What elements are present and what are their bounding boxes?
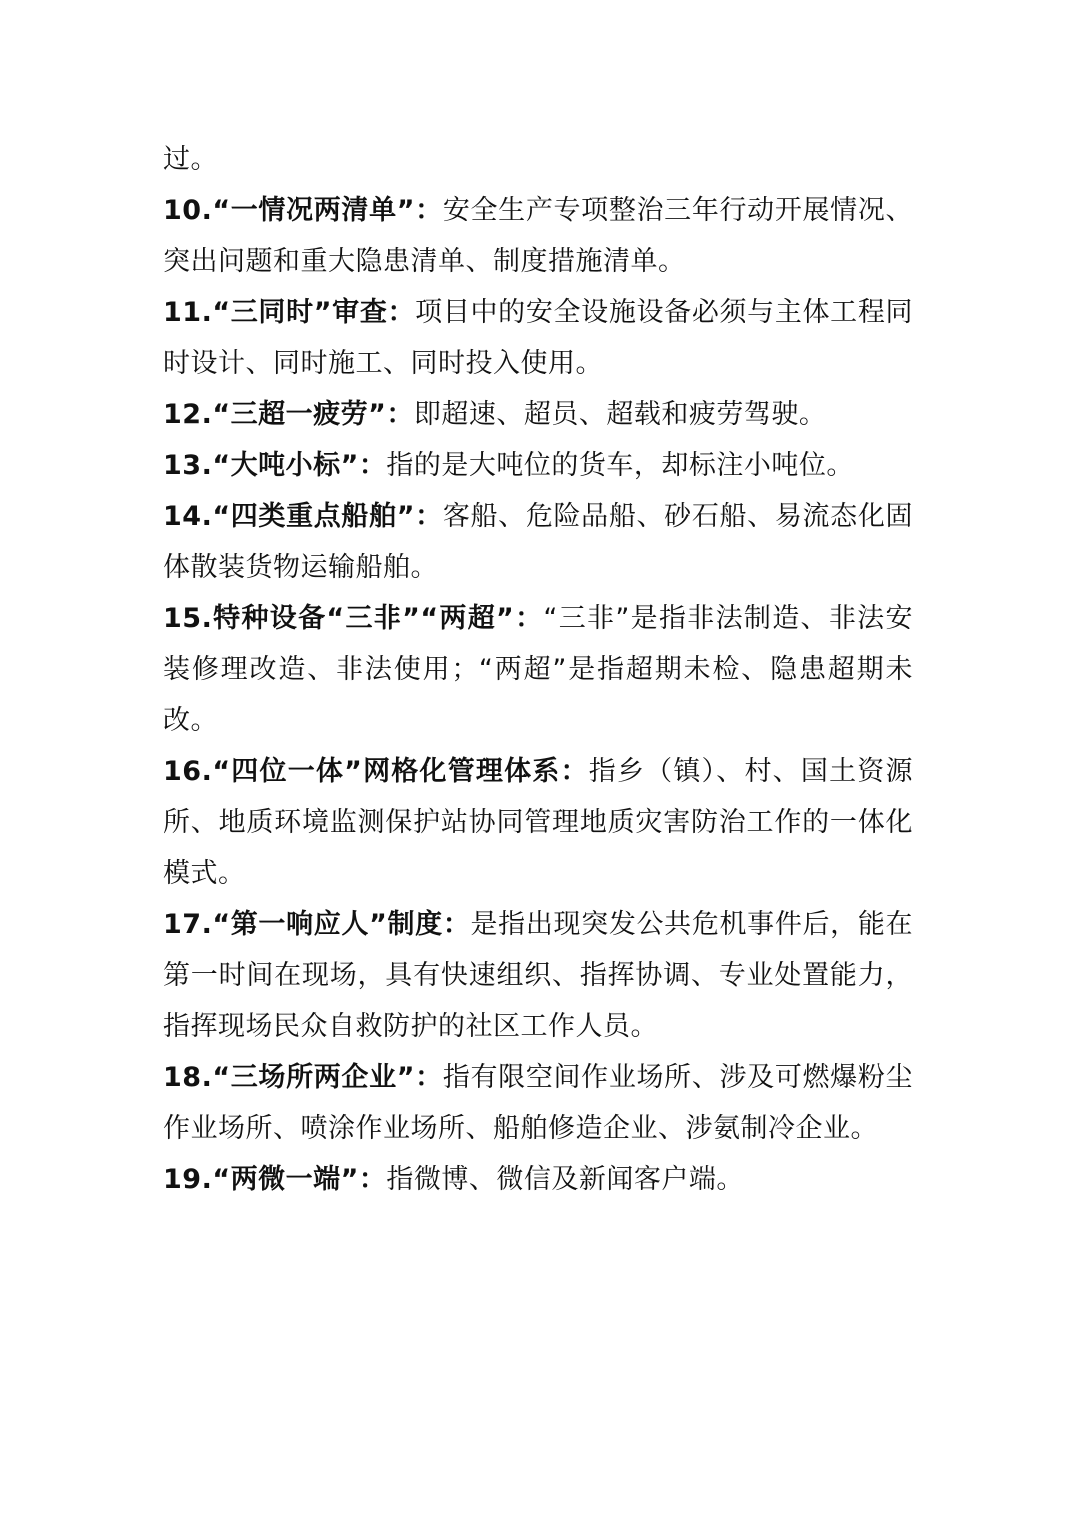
entry-definition: 指乡（镇）、村、国土资源所、地质环境监测保护站协同管理地质灾害防治工作的一体化模式。 [163,756,914,889]
entry-term: 特种设备“三非”“两超”： [212,603,544,634]
entry-term: “四位一体”网格化管理体系： [212,756,589,787]
entry-term: “三同时”审查： [212,297,416,328]
entry-term: “第一响应人”制度： [212,909,471,940]
entry-definition: 指微博、微信及新闻客户端。 [386,1164,744,1195]
entry-number: 18. [163,1062,213,1093]
glossary-entry-13 [163,440,913,491]
entry-number: 12. [163,399,213,430]
entry-term: “三超一疲劳”： [212,399,414,430]
entry-definition: 客船、危险品船、砂石船、易流态化固体散装货物运输船舶。 [163,501,914,583]
glossary-entry-17 [163,899,913,1052]
entry-number: 10. [163,195,213,226]
entry-definition: 安全生产专项整治三年行动开展情况、突出问题和重大隐患清单、制度措施清单。 [163,195,914,277]
entry-number: 17. [163,909,213,940]
entry-number: 13. [163,450,213,481]
entry-definition: 项目中的安全设施设备必须与主体工程同时设计、同时施工、同时投入使用。 [163,297,913,379]
continuation-text: 过。 [163,144,218,175]
glossary-entry-12 [163,389,913,440]
entry-term: “两微一端”： [212,1164,387,1195]
entry-definition: 即超速、超员、超载和疲劳驾驶。 [413,399,827,430]
entry-term: “四类重点船舶”： [212,501,443,532]
glossary-entry-10 [163,185,913,287]
entry-definition: 指有限空间作业场所、涉及可燃爆粉尘作业场所、喷涂作业场所、船舶修造企业、涉氨制冷企业。 [163,1062,914,1144]
entry-term: “一情况两清单”： [212,195,443,226]
glossary-entry-18 [163,1052,913,1154]
entry-number: 11. [163,297,213,328]
glossary-entry-11 [163,287,913,389]
entry-definition: “三非”是指非法制造、非法安装修理改造、非法使用；“两超”是指超期未检、隐患超期未改。 [163,603,913,736]
entry-term: “三场所两企业”： [212,1062,443,1093]
glossary-entry-16 [163,746,913,899]
entry-number: 15. [163,603,213,634]
entry-number: 19. [163,1164,213,1195]
entry-number: 14. [163,501,213,532]
glossary-entry-14 [163,491,913,593]
entry-number: 16. [163,756,213,787]
entry-term: “大吨小标”： [212,450,387,481]
glossary-entry-15 [163,593,913,746]
entry-definition: 指的是大吨位的货车，却标注小吨位。 [386,450,854,481]
entry-definition: 是指出现突发公共危机事件后，能在第一时间在现场，具有快速组织、指挥协调、专业处置能力，指挥现场民众自救防护的社区工作人员。 [163,909,913,1042]
glossary-entry-19 [163,1154,913,1205]
glossary-body [163,134,913,1205]
